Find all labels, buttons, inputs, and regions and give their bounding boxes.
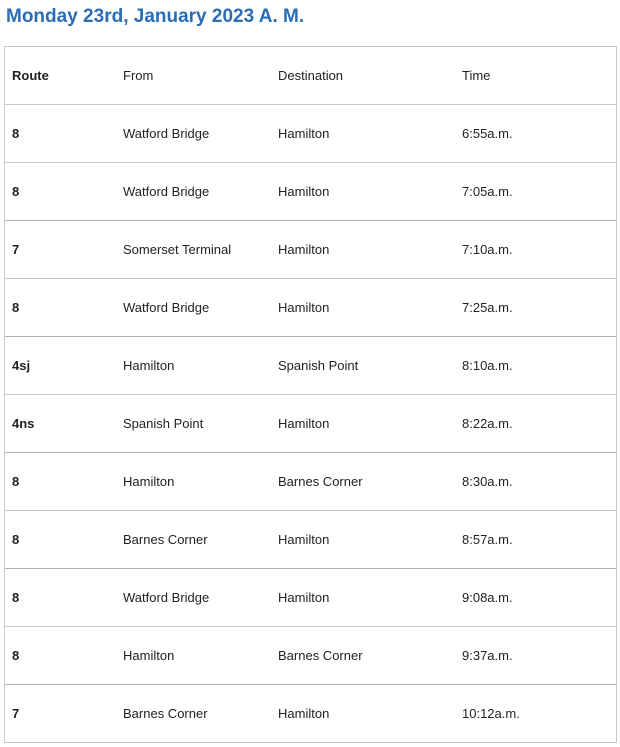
header-destination: Destination xyxy=(278,68,344,83)
header-route: Route xyxy=(12,68,49,83)
from-cell: Watford Bridge xyxy=(123,590,210,605)
time-cell: 7:05a.m. xyxy=(462,184,513,199)
time-cell: 10:12a.m. xyxy=(462,706,520,721)
time-cell: 7:10a.m. xyxy=(462,242,513,257)
from-cell: Hamilton xyxy=(123,474,175,489)
destination-cell: Hamilton xyxy=(278,242,330,257)
table-row xyxy=(5,627,616,685)
from-cell: Watford Bridge xyxy=(123,300,210,315)
table-header-row xyxy=(5,47,616,105)
route-cell: 4sj xyxy=(12,358,31,373)
destination-cell: Spanish Point xyxy=(278,358,359,373)
route-cell: 8 xyxy=(12,648,20,663)
time-cell: 6:55a.m. xyxy=(462,126,513,141)
destination-cell: Hamilton xyxy=(278,590,330,605)
time-cell: 8:22a.m. xyxy=(462,416,513,431)
from-cell: Watford Bridge xyxy=(123,126,210,141)
destination-cell: Barnes Corner xyxy=(278,648,363,663)
table-row xyxy=(5,337,616,395)
header-from: From xyxy=(123,68,154,83)
destination-cell: Hamilton xyxy=(278,300,330,315)
table-row xyxy=(5,511,616,569)
time-cell: 8:57a.m. xyxy=(462,532,513,547)
route-cell: 4ns xyxy=(12,416,35,431)
route-cell: 8 xyxy=(12,184,20,199)
route-cell: 7 xyxy=(12,706,20,721)
time-cell: 8:10a.m. xyxy=(462,358,513,373)
page-title: Monday 23rd, January 2023 A. M. xyxy=(6,6,305,27)
destination-cell: Hamilton xyxy=(278,126,330,141)
route-cell: 7 xyxy=(12,242,20,257)
table-row xyxy=(5,163,616,221)
from-cell: Watford Bridge xyxy=(123,184,210,199)
table-row xyxy=(5,105,616,163)
from-cell: Barnes Corner xyxy=(123,706,208,721)
destination-cell: Hamilton xyxy=(278,706,330,721)
route-cell: 8 xyxy=(12,126,20,141)
table-row xyxy=(5,453,616,511)
destination-cell: Hamilton xyxy=(278,184,330,199)
from-cell: Hamilton xyxy=(123,358,175,373)
table-row xyxy=(5,221,616,279)
header-time: Time xyxy=(462,68,491,83)
route-cell: 8 xyxy=(12,474,20,489)
time-cell: 9:37a.m. xyxy=(462,648,513,663)
table-row xyxy=(5,395,616,453)
destination-cell: Hamilton xyxy=(278,532,330,547)
table-row xyxy=(5,569,616,627)
from-cell: Spanish Point xyxy=(123,416,204,431)
table-row xyxy=(5,279,616,337)
time-cell: 9:08a.m. xyxy=(462,590,513,605)
from-cell: Barnes Corner xyxy=(123,532,208,547)
bus-schedule-table xyxy=(4,46,617,743)
time-cell: 8:30a.m. xyxy=(462,474,513,489)
time-cell: 7:25a.m. xyxy=(462,300,513,315)
route-cell: 8 xyxy=(12,590,20,605)
table-row xyxy=(5,685,616,743)
from-cell: Somerset Terminal xyxy=(123,242,232,257)
route-cell: 8 xyxy=(12,532,20,547)
destination-cell: Barnes Corner xyxy=(278,474,363,489)
destination-cell: Hamilton xyxy=(278,416,330,431)
from-cell: Hamilton xyxy=(123,648,175,663)
route-cell: 8 xyxy=(12,300,20,315)
